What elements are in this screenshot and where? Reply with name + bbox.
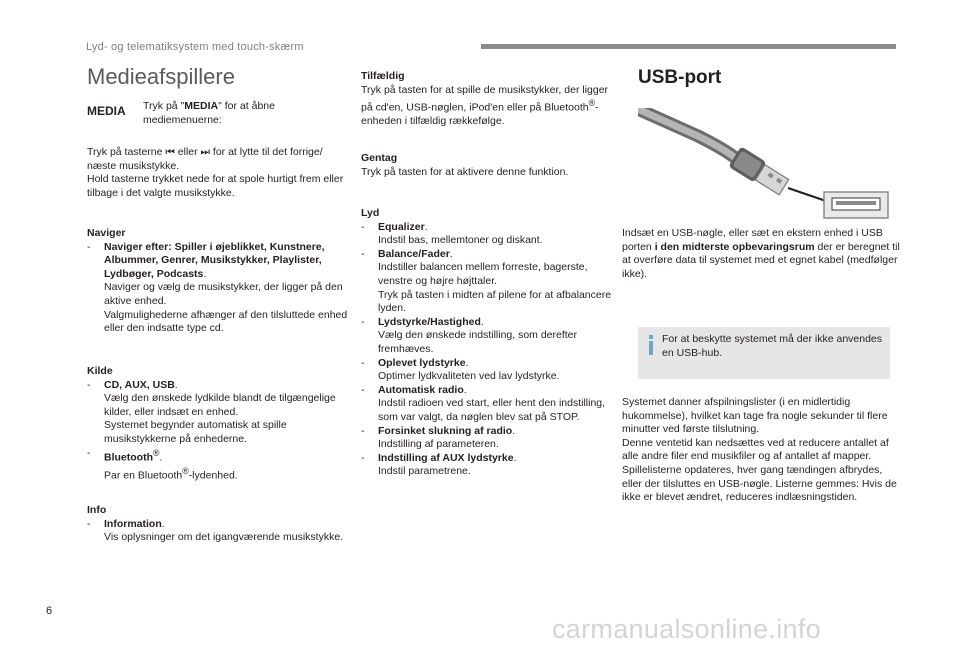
naviger-heading: Naviger — [87, 227, 126, 239]
list-item: - Automatisk radio. Indstil radioen ved start, eller hent den indstilling, som var valgt, da nøglen blev sat på STOP. — [361, 383, 606, 423]
gentag-heading: Gentag — [361, 152, 398, 164]
list-item: - Oplevet lydstyrke. Optimer lydkvaliteten ved lav lydstyrke. — [361, 356, 560, 383]
info-heading: Info — [87, 504, 107, 516]
previous-track-icon: ⏮ — [165, 146, 175, 158]
section-title-media: Medieafspillere — [87, 64, 235, 89]
kilde-block — [87, 365, 349, 483]
list-item: - CD, AUX, USB. Vælg den ønskede lydkilde blandt de tilgængelige kilder, eller indsæt en enhed. Systemet begynder automatisk at spille musikstykkerne på enhederne. — [87, 378, 336, 445]
media-instruction-text: Tryk på "MEDIA" for at åbne mediemenuerne: — [143, 100, 275, 126]
info-icon — [646, 335, 656, 355]
header-rule — [481, 44, 896, 49]
list-item: - Bluetooth®. Par en Bluetooth®-lydenhed. — [87, 446, 238, 482]
list-item: - Indstilling af AUX lydstyrke. Indstil parametrene. — [361, 451, 517, 478]
usb-insert-text: Indsæt en USB-nøgle, eller sæt en ekstern enhed i USB porten i den midterste opbevaringsrum der er beregnet til at overføre data til systemet med et egnet kabel (medfølger ikke). — [622, 227, 900, 280]
gentag-block: Gentag Tryk på tasten for at aktivere denne funktion. — [361, 152, 619, 179]
list-item: - Balance/Fader. Indstiller balancen mellem forreste, bagerste, venstre og højre højttaler. Tryk på tasten i midten af pilene for at afbalancere lyden. — [361, 247, 612, 315]
lyd-heading: Lyd — [361, 207, 380, 219]
track-skip-text: Tryk på tasterne ⏮ eller ⏭ for at lytte til det forrige/ næste musikstykke. — [87, 146, 323, 172]
section-title-usb: USB-port — [638, 67, 722, 88]
page-number: 6 — [46, 605, 53, 617]
info-block — [87, 504, 349, 545]
usb-plug — [728, 146, 790, 197]
track-instructions — [87, 146, 349, 200]
usb-plug-illustration — [638, 108, 890, 220]
list-item: - Naviger efter: Spiller i øjeblikket, Kunstnere, Albummer, Genrer, Musikstykker, Playlister, Lydbøger, Podcasts. Naviger og vælg de musikstykker, der ligger på den aktive enhed. Valgmulighederne afhænger af den tilsluttede enhed eller den indsatte type cd. — [87, 240, 348, 335]
watermark: carmanualsonline.info — [552, 614, 821, 644]
list-item: - Information. Vis oplysninger om det igangværende musikstykke. — [87, 517, 344, 544]
tilfaeldig-block: Tilfældig Tryk på tasten for at spille de musikstykker, der ligger på cd'en, USB-nøglen, iPod'en eller på Bluetooth®-enheden i tilfældig rækkefølge. — [361, 70, 619, 129]
list-item: - Forsinket slukning af radio. Indstilling af parameteren. — [361, 424, 516, 451]
track-hold-text: Hold tasterne trykket nede for at spole hurtigt frem eller tilbage i det valgte musikstykke. — [87, 173, 344, 199]
kilde-heading: Kilde — [87, 365, 113, 377]
info-box-text: For at beskytte systemet må der ikke anvendes en USB-hub. — [662, 333, 883, 359]
running-header: Lyd- og telematiksystem med touch-skærm — [86, 41, 304, 53]
tilfaeldig-heading: Tilfældig — [361, 70, 405, 82]
insertion-arrow — [788, 188, 826, 201]
playlist-text: Systemet danner afspilningslister (i en midlertidig hukommelse), hvilket kan tage fra nogle sekunder til flere minutter ved første tilslutning. Denne ventetid kan nedsættes ved at reducere antallet af alle andre filer end musikfiler og af antallet af mapper. Spillelisterne opdateres, hver gang tændingen afbrydes, eller der tilsluttes en USB-nøgle. Listerne gemmes: Hvis de ikke er blevet ændret, reduceres indlæsningstiden. — [622, 396, 897, 504]
next-track-icon: ⏭ — [200, 146, 210, 158]
list-item: - Lydstyrke/Hastighed. Vælg den ønskede indstilling, som derefter fremhæves. — [361, 315, 578, 355]
media-button-label: MEDIA — [87, 104, 126, 118]
lyd-block — [361, 207, 619, 479]
info-box — [638, 327, 890, 379]
list-item: - Equalizer. Indstil bas, mellemtoner og diskant. — [361, 220, 543, 247]
naviger-block — [87, 227, 349, 336]
